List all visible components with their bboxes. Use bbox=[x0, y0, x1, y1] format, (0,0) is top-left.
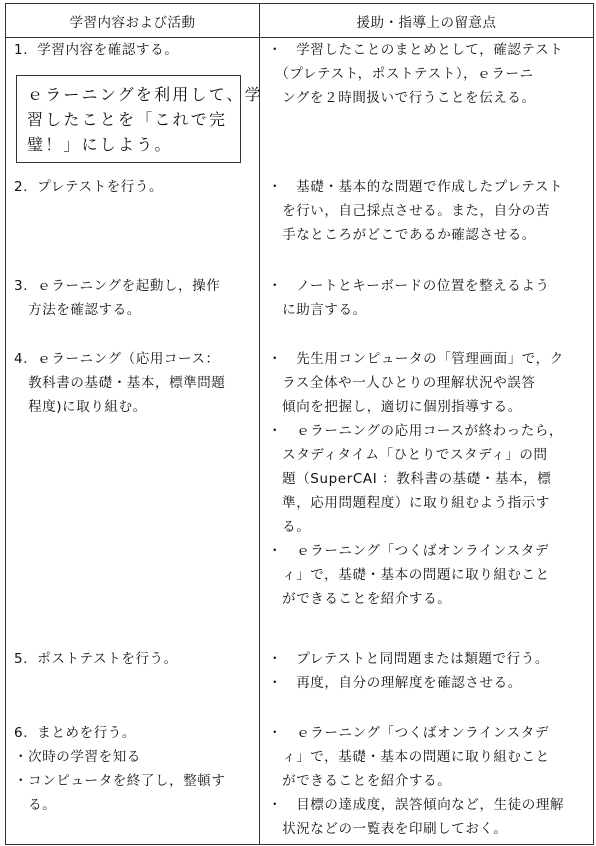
guidance-line: に助言する。 bbox=[268, 302, 367, 318]
guidance-line: 題（SuperCAI ：教科書の基礎・基本，標 bbox=[268, 471, 552, 487]
row-3-guidance bbox=[268, 274, 588, 322]
guidance-line: ・ ｅラーニング「つくばオンラインスタデ bbox=[268, 725, 549, 741]
guidance-line: ・ 再度，自分の理解度を確認させる。 bbox=[268, 675, 522, 691]
callout-line: 習したことを「これで完 bbox=[27, 110, 228, 129]
activity-line: ・コンピュータを終了し，整頓す bbox=[14, 773, 226, 789]
activity-line: 1．学習内容を確認する。 bbox=[14, 42, 179, 58]
guidance-line: ングを２時間扱いで行うことを伝える。 bbox=[268, 90, 536, 106]
activity-line: ・次時の学習を知る bbox=[14, 749, 141, 765]
lesson-table bbox=[5, 3, 594, 845]
guidance-line: ・ 学習したことのまとめとして，確認テスト bbox=[268, 42, 564, 58]
guidance-line: スタディタイム「ひとりでスタディ」の問 bbox=[268, 447, 548, 463]
callout-line: ｅラーニングを利用して、学 bbox=[27, 85, 263, 104]
guidance-line: ・ ｅラーニング「つくばオンラインスタデ bbox=[268, 543, 549, 559]
guidance-line: 傾向を把握し，適切に個別指導する。 bbox=[268, 399, 522, 415]
activity-line: 4．ｅラーニング（応用コース： bbox=[14, 351, 220, 367]
activity-line: 教科書の基礎・基本，標準問題 bbox=[14, 375, 226, 391]
row-3-activity bbox=[14, 274, 254, 322]
header-guidance: 援助・指導上の留意点 bbox=[356, 14, 497, 31]
activity-line: 3．ｅラーニングを起動し，操作 bbox=[14, 278, 221, 294]
row-1-activity bbox=[14, 38, 254, 62]
guidance-line: ・ ｅラーニングの応用コースが終わったら， bbox=[268, 423, 564, 439]
row-2-guidance bbox=[268, 175, 588, 247]
guidance-line: る。 bbox=[268, 519, 311, 535]
guidance-line: ができることを紹介する。 bbox=[268, 773, 452, 789]
callout-box bbox=[16, 75, 263, 163]
row-5-activity bbox=[14, 647, 254, 671]
row-6-activity bbox=[14, 721, 254, 817]
row-6-guidance bbox=[268, 721, 588, 841]
row-4-guidance bbox=[268, 347, 588, 611]
guidance-line: （プレテスト，ポストテスト），ｅラーニ bbox=[268, 66, 534, 82]
header-activities: 学習内容および活動 bbox=[69, 14, 196, 31]
guidance-line: ・ 基礎・基本的な問題で作成したプレテスト bbox=[268, 179, 564, 195]
guidance-line: 準，応用問題程度）に取り組むよう指示す bbox=[268, 495, 550, 511]
column-divider bbox=[259, 4, 260, 844]
row-5-guidance bbox=[268, 647, 588, 695]
activity-line: 6．まとめを行う。 bbox=[14, 725, 136, 741]
guidance-line: ィ」で，基礎・基本の問題に取り組むこと bbox=[268, 567, 550, 583]
guidance-line: ィ」で，基礎・基本の問題に取り組むこと bbox=[268, 749, 550, 765]
guidance-line: ・ 先生用コンピュータの「管理画面」で，ク bbox=[268, 351, 564, 367]
guidance-line: ・ 目標の達成度，誤答傾向など，生徒の理解 bbox=[268, 797, 565, 813]
activity-line: 5．ポストテストを行う。 bbox=[14, 651, 178, 667]
callout-line: 璧！」にしよう。 bbox=[27, 135, 173, 154]
activity-line: 方法を確認する。 bbox=[14, 302, 141, 318]
guidance-line: ・ プレテストと同問題または類題で行う。 bbox=[268, 651, 549, 667]
guidance-line: ラス全体や一人ひとりの理解状況や誤答 bbox=[268, 375, 536, 391]
guidance-line: ・ ノートとキーボードの位置を整えるよう bbox=[268, 278, 550, 294]
row-2-activity bbox=[14, 175, 254, 199]
guidance-line: を行い，自己採点させる。また，自分の苦 bbox=[268, 203, 550, 219]
row-4-activity bbox=[14, 347, 254, 419]
activity-line: 2．プレテストを行う。 bbox=[14, 179, 164, 195]
row-1-guidance bbox=[268, 38, 588, 110]
guidance-line: 状況などの一覧表を印刷しておく。 bbox=[268, 821, 508, 837]
activity-line: 程度)に取り組む。 bbox=[14, 399, 147, 415]
guidance-line: ができることを紹介する。 bbox=[268, 591, 452, 607]
activity-line: る。 bbox=[14, 797, 57, 813]
guidance-line: 手なところがどこであるか確認させる。 bbox=[268, 227, 536, 243]
